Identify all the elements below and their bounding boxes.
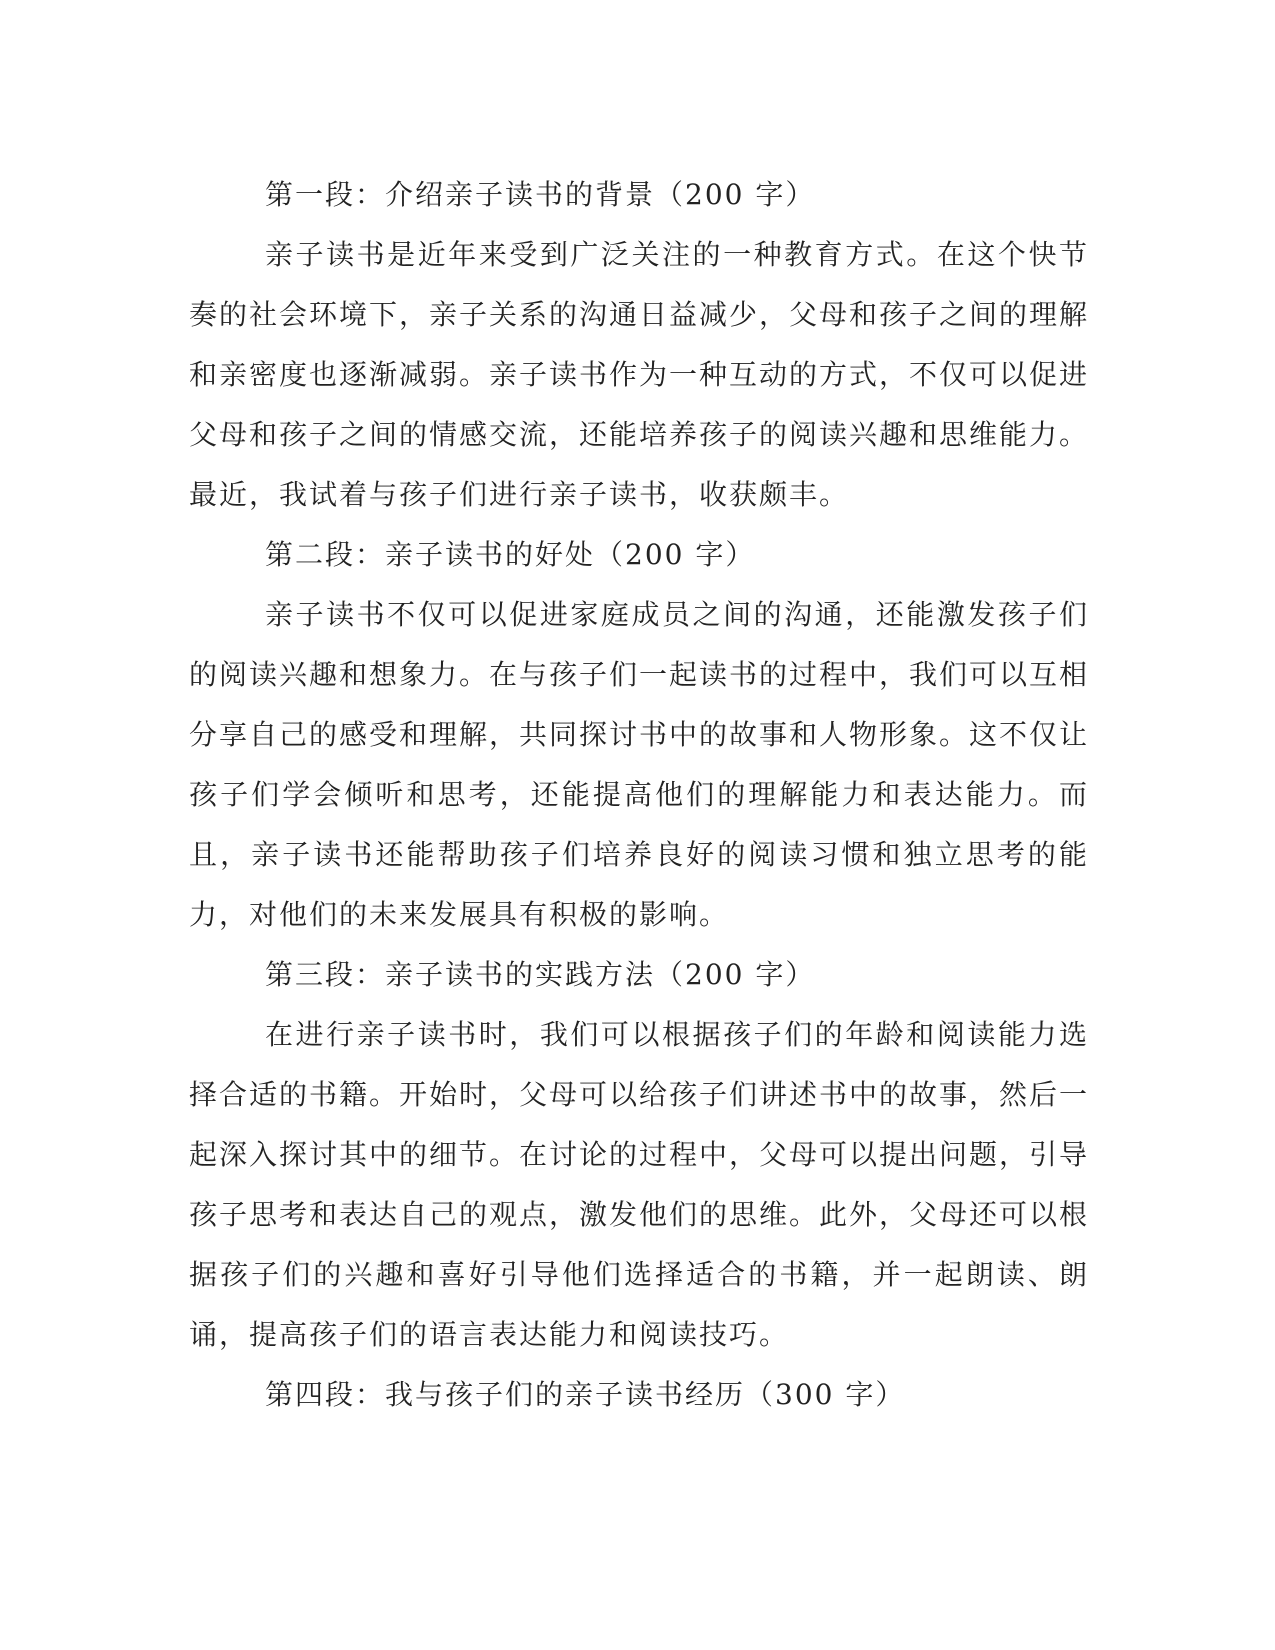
section-3-paragraph: 在进行亲子读书时，我们可以根据孩子们的年龄和阅读能力选择合适的书籍。开始时，父母可以给孩子们讲述书中的故事，然后一起深入探讨其中的细节。在讨论的过程中，父母可以提出问题，引导孩子思考和表达自己的观点，激发他们的思维。此外，父母还可以根据孩子们的兴趣和喜好引导他们选择适合的书籍，并一起朗读、朗诵，提高孩子们的语言表达能力和阅读技巧。 <box>189 1018 1090 1351</box>
section-4-heading: 第四段：我与孩子们的亲子读书经历（300 字） <box>265 1378 906 1411</box>
section-1-heading: 第一段：介绍亲子读书的背景（200 字） <box>265 178 816 211</box>
section-1-paragraph: 亲子读书是近年来受到广泛关注的一种教育方式。在这个快节奏的社会环境下，亲子关系的沟通日益减少，父母和孩子之间的理解和亲密度也逐渐减弱。亲子读书作为一种互动的方式，不仅可以促进父母和孩子之间的情感交流，还能培养孩子的阅读兴趣和思维能力。最近，我试着与孩子们进行亲子读书，收获颇丰。 <box>189 238 1090 511</box>
section-3-heading: 第三段：亲子读书的实践方法（200 字） <box>265 958 816 991</box>
section-2-paragraph: 亲子读书不仅可以促进家庭成员之间的沟通，还能激发孩子们的阅读兴趣和想象力。在与孩子们一起读书的过程中，我们可以互相分享自己的感受和理解，共同探讨书中的故事和人物形象。这不仅让孩子们学会倾听和思考，还能提高他们的理解能力和表达能力。而且，亲子读书还能帮助孩子们培养良好的阅读习惯和独立思考的能力，对他们的未来发展具有积极的影响。 <box>189 598 1090 931</box>
document-body <box>189 165 1089 1425</box>
section-2-heading: 第二段：亲子读书的好处（200 字） <box>265 538 756 571</box>
